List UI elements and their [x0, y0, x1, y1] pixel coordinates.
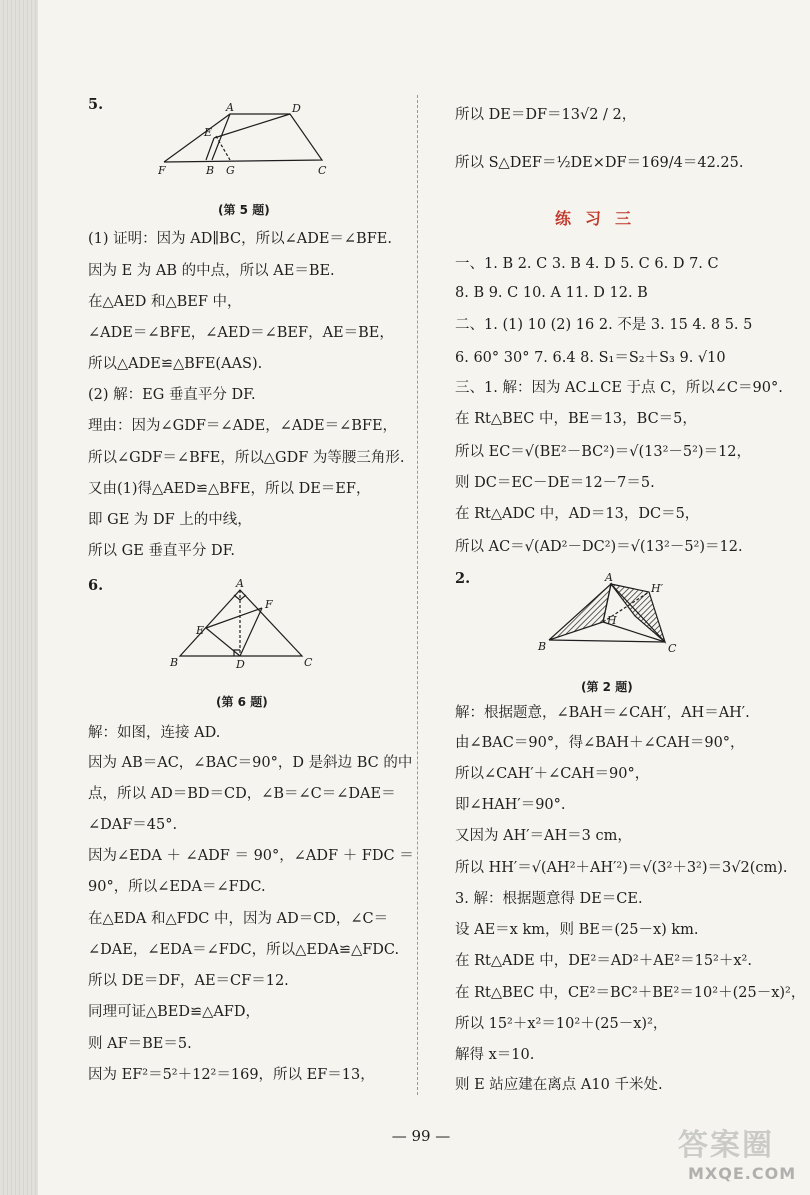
q6-line: 90°，所以∠EDA＝∠FDC.	[88, 879, 266, 895]
section-one-line: 8. B 9. C 10. A 11. D 12. B	[455, 285, 648, 301]
section-three-line: 所以 EC＝√(BE²－BC²)＝√(13²－5²)＝12，	[455, 444, 752, 460]
fig2-label-c: C	[668, 642, 677, 655]
q5-number: 5.	[88, 96, 104, 113]
fig6-caption: (第 6 题)	[216, 695, 268, 709]
fig6-label-a: A	[236, 578, 244, 590]
q2-line: 又因为 AH′＝AH＝3 cm，	[455, 828, 632, 844]
q5-line: 理由：因为∠GDF＝∠ADE，∠ADE＝∠BFE，	[88, 418, 398, 434]
section-three-line: 三、1. 解：因为 AC⊥CE 于点 C，所以∠C＝90°.	[455, 380, 783, 396]
q2-line: 所以∠CAH′＋∠CAH＝90°，	[455, 766, 650, 782]
q6-line: 所以 DE＝DF，AE＝CF＝12.	[88, 973, 289, 989]
fig6-label-e: E	[196, 624, 205, 637]
fig2-label-h: H	[607, 614, 617, 627]
q5-line: 所以∠GDF＝∠BFE，所以△GDF 为等腰三角形.	[88, 450, 405, 466]
continued-line: 所以 DE＝DF＝13√2 / 2，	[455, 107, 637, 123]
section-three-line: 在 Rt△BEC 中，BE＝13，BC＝5，	[455, 411, 697, 427]
q3-line: 设 AE＝x km，则 BE＝(25－x) km.	[455, 922, 699, 938]
fig6-label-f: F	[265, 598, 273, 611]
q6-line: 因为∠EDA ＋ ∠ADF ＝ 90°，∠ADF ＋ FDC ＝	[88, 848, 414, 864]
fig5-label-b: B	[206, 164, 215, 177]
q3-line: 在 Rt△BEC 中，CE²＝BC²＋BE²＝10²＋(25－x)²，	[455, 985, 806, 1001]
figure-6	[168, 578, 318, 670]
q6-line: 则 AF＝BE＝5.	[88, 1036, 192, 1052]
q5-line: (2) 解：EG 垂直平分 DF.	[88, 387, 256, 403]
watermark-url: MXQE.COM	[688, 1164, 797, 1183]
q6-line: 解：如图，连接 AD.	[88, 725, 221, 741]
section-two-line: 二、1. (1) 10 (2) 16 2. 不是 3. 15 4. 8 5. 5	[455, 317, 753, 333]
q2-line: 所以 HH′＝√(AH²＋AH′²)＝√(3²＋3²)＝3√2(cm).	[455, 860, 788, 876]
fig5-label-a: A	[226, 101, 234, 114]
fig5-label-e: E	[204, 126, 213, 139]
q6-line: 因为 AB＝AC，∠BAC＝90°，D 是斜边 BC 的中	[88, 755, 413, 771]
column-divider	[417, 95, 418, 1095]
fig5-label-f: F	[158, 164, 166, 177]
q3-line: 解得 x＝10.	[455, 1047, 535, 1063]
page-number: — 99 —	[391, 1127, 451, 1145]
section-three-line: 所以 AC＝√(AD²－DC²)＝√(13²－5²)＝12.	[455, 539, 743, 555]
figure-2	[537, 572, 687, 656]
section-three-line: 在 Rt△ADC 中，AD＝13，DC＝5，	[455, 506, 700, 522]
q2-line: 即∠HAH′＝90°.	[455, 797, 566, 813]
section-title: 练习三	[555, 209, 646, 228]
q6-line: ∠DAF＝45°.	[88, 817, 178, 833]
fig6-label-c: C	[304, 656, 313, 669]
section-two-line: 6. 60° 30° 7. 6.4 8. S₁＝S₂＋S₃ 9. √10	[455, 350, 726, 366]
figure-5	[158, 100, 338, 180]
q3-line: 所以 15²＋x²＝10²＋(25－x)²，	[455, 1016, 668, 1032]
q2-line: 解：根据题意，∠BAH＝∠CAH′，AH＝AH′.	[455, 705, 750, 721]
watermark-logo-text: 答案圈	[678, 1128, 774, 1163]
section-three-line: 则 DC＝EC－DE＝12－7＝5.	[455, 475, 655, 491]
q6-line: 因为 EF²＝5²＋12²＝169，所以 EF＝13，	[88, 1067, 375, 1083]
q6-line: 同理可证△BED≌△AFD，	[88, 1004, 260, 1020]
q5-line: 所以△ADE≌△BFE(AAS).	[88, 356, 263, 372]
fig2-label-a: A	[605, 572, 613, 584]
q5-line: 因为 E 为 AB 的中点，所以 AE＝BE.	[88, 263, 335, 279]
watermark	[678, 1120, 803, 1190]
fig5-label-c: C	[318, 164, 327, 177]
q3-line: 则 E 站应建在离点 A10 千米处.	[455, 1077, 663, 1093]
page-edge-strip	[0, 0, 38, 1195]
q6-line: ∠DAE，∠EDA＝∠FDC，所以△EDA≌△FDC.	[88, 942, 400, 958]
q6-line: 在△EDA 和△FDC 中，因为 AD＝CD，∠C＝	[88, 911, 389, 927]
fig5-caption: (第 5 题)	[218, 203, 270, 217]
fig2-label-h-prime: H′	[651, 582, 664, 595]
fig6-label-d: D	[236, 658, 245, 670]
fig6-label-b: B	[170, 656, 179, 669]
q5-line: ∠ADE＝∠BFE，∠AED＝∠BEF，AE＝BE，	[88, 325, 394, 341]
continued-line: 所以 S△DEF＝½DE×DF＝169/4＝42.25.	[455, 155, 744, 171]
q5-line: 即 GE 为 DF 上的中线，	[88, 512, 252, 528]
q3-line: 在 Rt△ADE 中，DE²＝AD²＋AE²＝15²＋x².	[455, 953, 752, 969]
fig5-label-d: D	[292, 102, 301, 115]
q5-line: 又由(1)得△AED≌△BFE，所以 DE＝EF，	[88, 481, 371, 497]
fig5-label-g: G	[226, 164, 235, 177]
q2-number: 2.	[455, 570, 471, 587]
q3-line: 3. 解：根据题意得 DE＝CE.	[455, 891, 643, 907]
q6-number: 6.	[88, 577, 104, 594]
q2-line: 由∠BAC＝90°，得∠BAH＋∠CAH＝90°，	[455, 735, 745, 751]
q5-line: (1) 证明：因为 AD∥BC，所以∠ADE＝∠BFE.	[88, 231, 392, 247]
q5-line: 在△AED 和△BEF 中，	[88, 294, 242, 310]
section-one-line: 一、1. B 2. C 3. B 4. D 5. C 6. D 7. C	[455, 256, 719, 272]
fig2-caption: (第 2 题)	[581, 680, 633, 694]
q6-line: 点，所以 AD＝BD＝CD，∠B＝∠C＝∠DAE＝	[88, 786, 396, 802]
fig2-label-b: B	[538, 640, 547, 653]
q5-line: 所以 GE 垂直平分 DF.	[88, 543, 236, 559]
